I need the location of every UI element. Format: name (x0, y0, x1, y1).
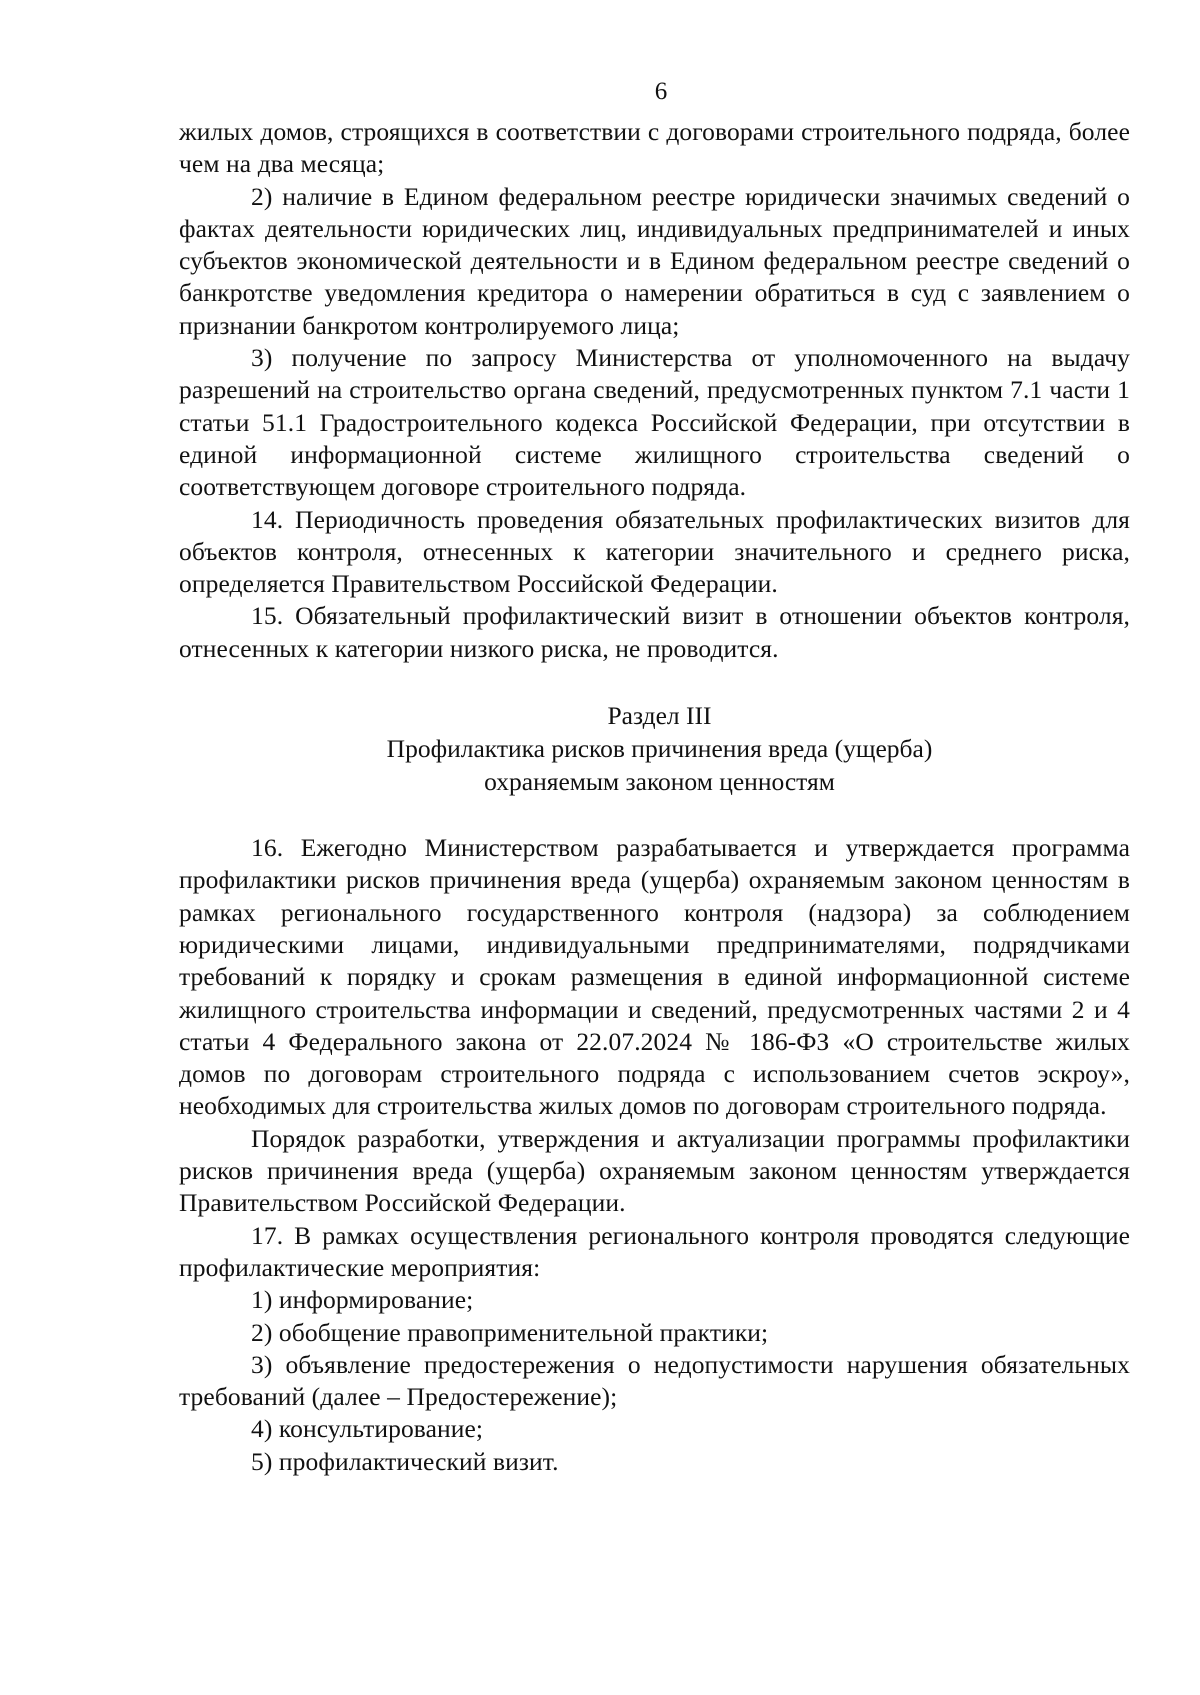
list-item-visit: 5) профилактический визит. (251, 1446, 559, 1476)
paragraphs-bottom (179, 832, 1130, 1478)
page-number: 6 (654, 78, 668, 105)
list-item-generalization: 2) обобщение правоприменительной практики; (251, 1317, 769, 1347)
paragraph-item-3: 3) получение по запросу Министерства от уполномоченного на выдачу разрешений на строительство органа сведений, предусмотренных пунктом 7.1 части 1 статьи 51.1 Градостроительного кодекса Российской Федерации, при отсутствии в единой информационной системе жилищного строительства сведений о соответствующем договоре строительного подряда. (179, 343, 1130, 502)
paragraph-item-2: 2) наличие в Едином федеральном реестре юридически значимых сведений о фактах деятельности юридических лиц, индивидуальных предпринимателей и иных субъектов экономической деятельности и в Едином федеральном реестре сведений о банкротстве уведомления кредитора о намерении обратиться в суд с заявлением о признании банкротом контролируемого лица; (179, 181, 1130, 340)
section-number: Раздел III (607, 701, 712, 731)
paragraph-16: 16. Ежегодно Министерством разрабатывается и утверждается программа профилактики рисков причинения вреда (ущерба) охраняемым законом ценностям в рамках регионального государственного контроля (надзора) за соблюдением юридическими лицами, индивидуальными предпринимателями, подрядчиками требований к порядку и срокам размещения в единой информационной системе жилищного строительства информации и сведений, предусмотренных частями 2 и 4 статьи 4 Федерального закона от 22.07.2024 № 186-ФЗ «О строительстве жилых домов по договорам строительного подряда с использованием счетов эскроу», необходимых для строительства жилых домов по договорам строительного подряда. (179, 833, 1130, 1121)
list-item-warning: 3) объявление предостережения о недопустимости нарушения обязательных требований (далее – Предостережение); (179, 1349, 1130, 1412)
paragraph-15: 15. Обязательный профилактический визит в отношении объектов контроля, отнесенных к категории низкого риска, не проводится. (179, 601, 1130, 663)
paragraph-16-order: Порядок разработки, утверждения и актуализации программы профилактики рисков причинения вреда (ущерба) охраняемым законом ценностям утверждается Правительством Российской Федерации. (179, 1123, 1130, 1218)
section-title-line-2: охраняемым законом ценностям (484, 767, 835, 797)
paragraph-continuation: жилых домов, строящихся в соответствии с договорами строительного подряда, более чем на два месяца; (179, 117, 1130, 179)
paragraph-17: 17. В рамках осуществления регионального контроля проводятся следующие профилактические мероприятия: (179, 1220, 1130, 1282)
paragraphs-top (179, 116, 1130, 665)
list-item-consulting: 4) консультирование; (251, 1414, 484, 1444)
list-item-informing: 1) информирование; (251, 1285, 474, 1315)
section-title-line-1: Профилактика рисков причинения вреда (ущерба) (386, 734, 933, 764)
paragraph-14: 14. Периодичность проведения обязательных профилактических визитов для объектов контроля, отнесенных к категории значительного и среднего риска, определяется Правительством Российской Федерации. (179, 504, 1130, 599)
section-heading (179, 699, 1130, 798)
